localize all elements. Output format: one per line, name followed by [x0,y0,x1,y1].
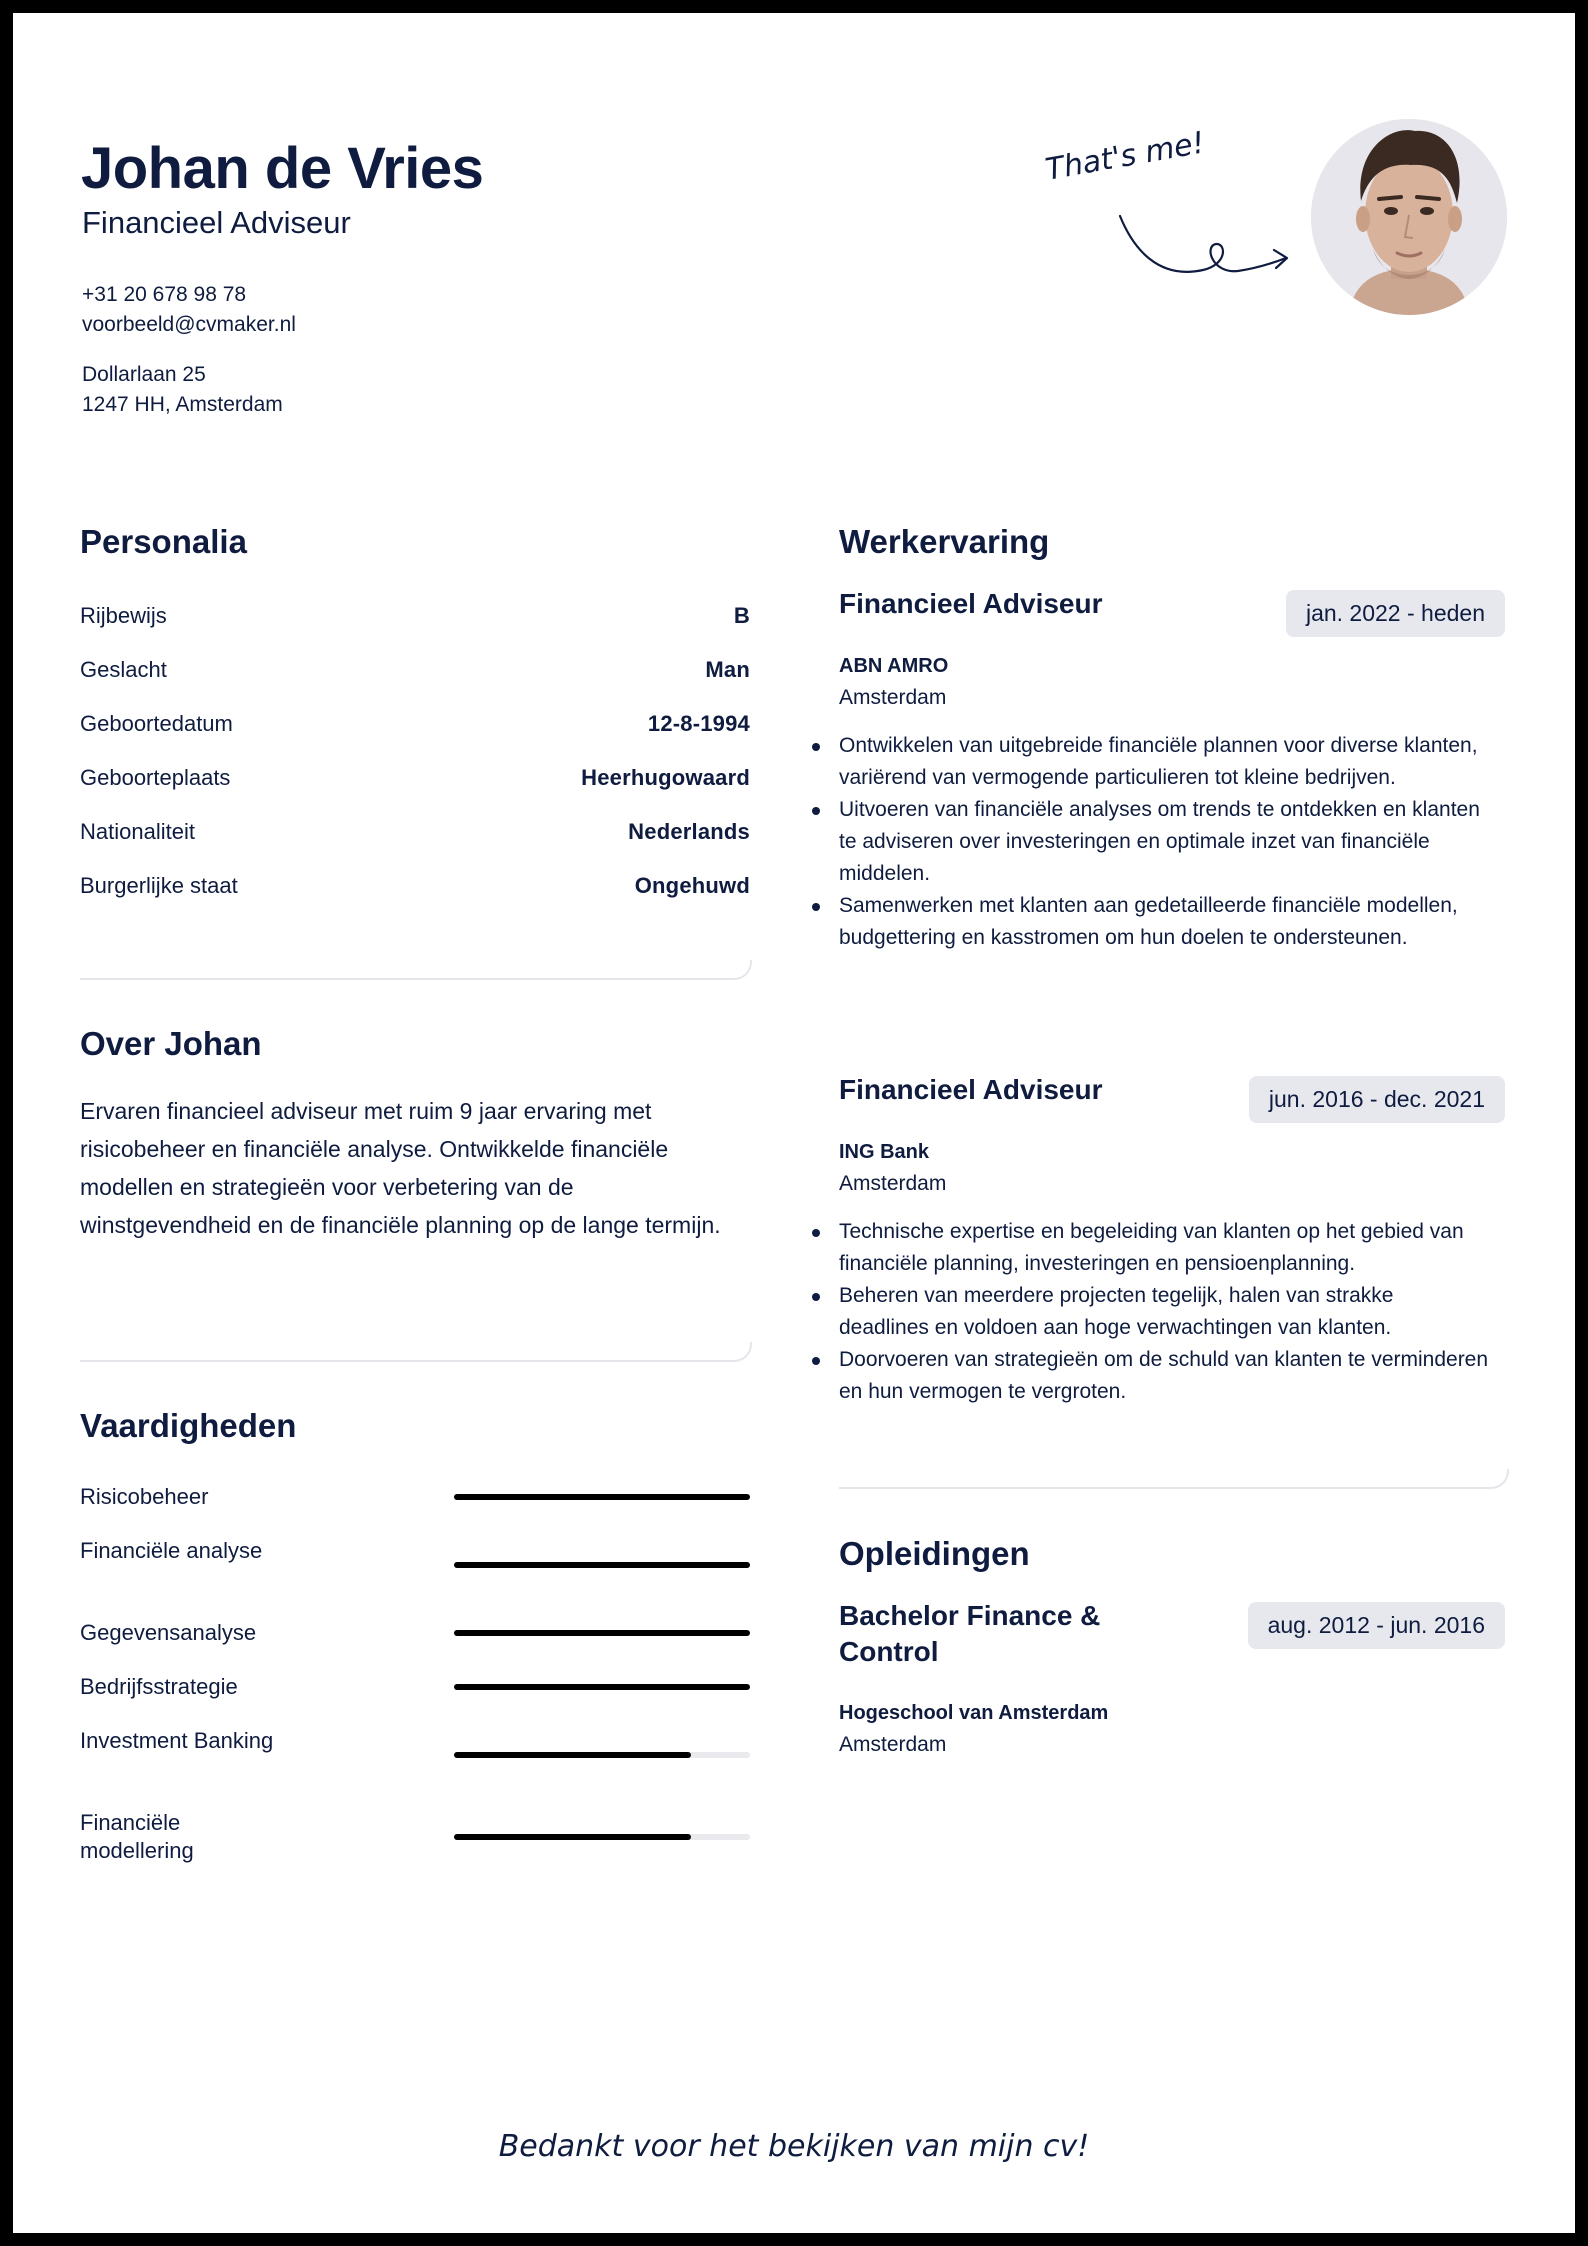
personalia-label: Rijbewijs [80,603,167,628]
job-bullet: Technische expertise en begeleiding van klanten op het gebied van financiële planning, investeringen en pensioenplanning. [839,1216,1489,1280]
personalia-label: Geslacht [80,657,167,682]
job-title: Financieel Adviseur [839,588,1103,619]
job-title: Financieel Adviseur [839,1074,1103,1105]
phone: +31 20 678 98 78 [82,283,247,306]
section-divider [80,1342,752,1362]
section-divider [839,1469,1509,1489]
skill-bar [454,1562,750,1568]
personalia-heading: Personalia [80,523,247,560]
personalia-value: Heerhugowaard [581,765,750,790]
skill-name: Bedrijfsstrategie [80,1674,238,1699]
skill-bar [454,1834,750,1840]
job-bullets [839,730,1489,954]
job-bullet: Samenwerken met klanten aan gedetailleerde financiële modellen, budgettering en kasstromen om hun doelen te ondersteunen. [839,890,1489,954]
skill-bar-fill [454,1752,691,1758]
school-name: Hogeschool van Amsterdam [839,1702,1109,1724]
skill-name: Investment Banking [80,1728,274,1753]
personalia-row [80,871,750,901]
period-badge: jun. 2016 - dec. 2021 [1249,1076,1505,1123]
skill-name: Risicobeheer [80,1484,209,1509]
skill-bar-fill [454,1684,750,1690]
company-name: ABN AMRO [839,655,949,677]
skill-bar-fill [454,1562,750,1568]
job-bullet: Uitvoeren van financiële analyses om trends te ontdekken en klanten te adviseren over investeringen en optimale inzet van financiële middelen. [839,794,1489,890]
job-bullets [839,1216,1489,1408]
period-badge: jan. 2022 - heden [1286,590,1505,637]
candidate-name: Johan de Vries [81,136,484,201]
personalia-row [80,709,750,739]
candidate-title: Financieel Adviseur [82,205,351,240]
skill-name: Financiële analyse [80,1538,263,1563]
personalia-row [80,817,750,847]
company-name: ING Bank [839,1141,930,1163]
address-city: 1247 HH, Amsterdam [82,393,283,416]
company-city: Amsterdam [839,686,947,709]
personalia-value: Nederlands [628,819,750,844]
skill-name: Financiële modellering [80,1810,194,1863]
degree-title-line1: Bachelor Finance & [839,1600,1101,1631]
job-bullet: Beheren van meerdere projecten tegelijk, halen van strakke deadlines en voldoen aan hoge verwachtingen van klanten. [839,1280,1489,1344]
address-street: Dollarlaan 25 [82,363,206,386]
personalia-row [80,655,750,685]
job-bullet: Ontwikkelen van uitgebreide financiële plannen voor diverse klanten, variërend van vermogende particulieren tot kleine bedrijven. [839,730,1489,794]
period-badge: aug. 2012 - jun. 2016 [1248,1602,1505,1649]
education-heading: Opleidingen [839,1535,1030,1572]
cv-page [13,13,1575,2233]
company-city: Amsterdam [839,1172,947,1195]
degree-title-line2: Control [839,1636,939,1667]
personalia-label: Geboorteplaats [80,765,231,790]
skill-name: Gegevensanalyse [80,1620,257,1645]
personalia-label: Nationaliteit [80,819,195,844]
section-divider [80,960,752,980]
personalia-row [80,601,750,631]
school-city: Amsterdam [839,1733,947,1756]
personalia-value: B [733,603,750,628]
experience-heading: Werkervaring [839,523,1050,560]
skill-bar-fill [454,1834,691,1840]
skill-bar [454,1684,750,1690]
skill-bar [454,1752,750,1758]
skill-bar [454,1494,750,1500]
personalia-value: 12-8-1994 [647,711,750,736]
personalia-row [80,763,750,793]
profile-photo-icon [1311,119,1507,315]
about-heading: Over Johan [80,1025,262,1062]
skill-bar [454,1630,750,1636]
personalia-label: Burgerlijke staat [80,873,238,898]
skill-bar-fill [454,1630,750,1636]
skills-heading: Vaardigheden [80,1407,297,1444]
email: voorbeeld@cvmaker.nl [82,313,296,336]
personalia-value: Man [705,657,750,682]
personalia-label: Geboortedatum [80,711,233,736]
photo-note: That's me! [1042,125,1208,188]
about-text: Ervaren financieel adviseur met ruim 9 jaar ervaring met risicobeheer en financiële analyse. Ontwikkelde financiële modellen en strategieën voor verbetering van de winstgevendheid en de financiële planning op de lange termijn. [80,1098,721,1238]
arrow-icon [1108,208,1298,288]
job-bullet: Doorvoeren van strategieën om de schuld van klanten te verminderen en hun vermogen te vergroten. [839,1344,1489,1408]
avatar [1311,119,1507,315]
skill-bar-fill [454,1494,750,1500]
footer-note: Bedankt voor het bekijken van mijn cv! [498,2129,1090,2164]
personalia-value: Ongehuwd [634,873,750,898]
